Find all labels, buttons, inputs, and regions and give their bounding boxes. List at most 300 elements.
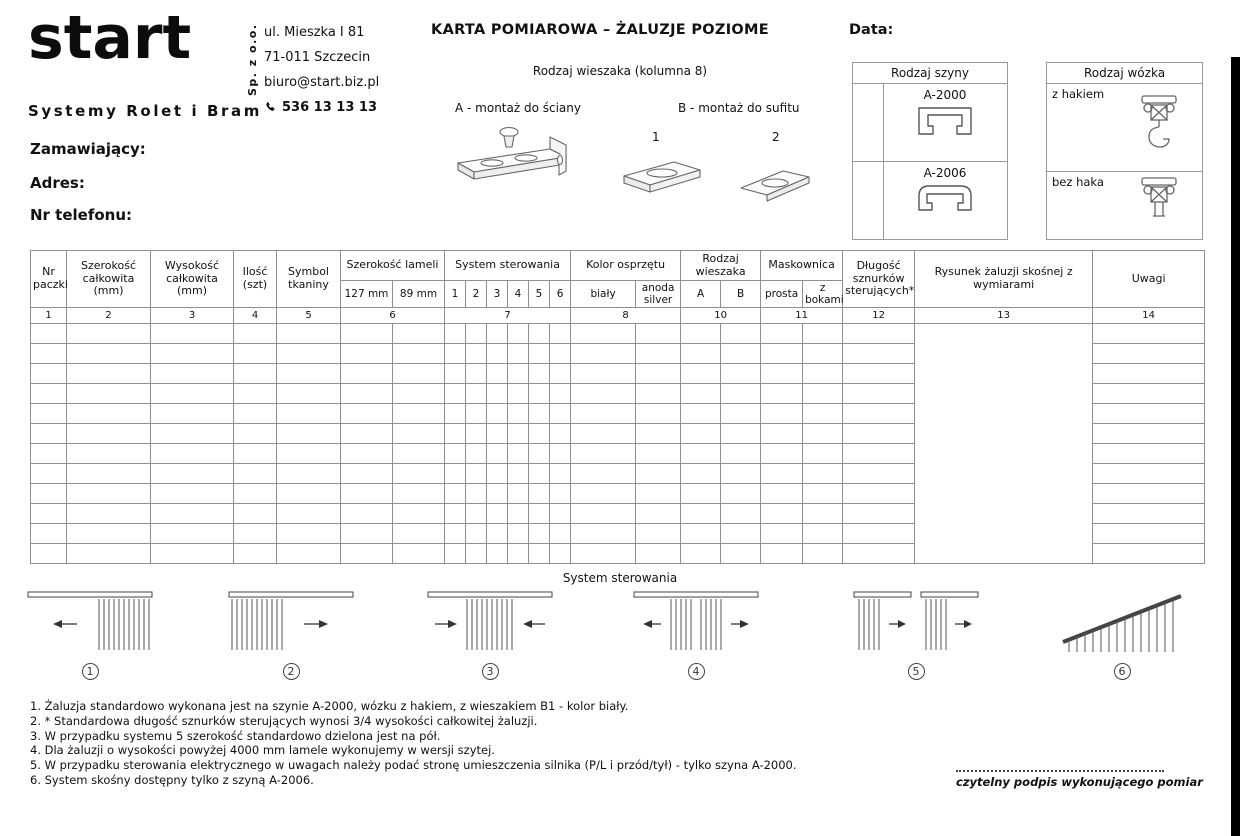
remarks-cell[interactable]	[1093, 344, 1205, 364]
page-title: KARTA POMIAROWA – ŻALUZJE POZIOME	[431, 22, 769, 38]
signature-caption: czytelny podpis wykonującego pomiar	[956, 775, 1203, 789]
measure-cell[interactable]	[761, 544, 803, 564]
measure-cell[interactable]	[636, 324, 681, 344]
measure-cell[interactable]	[67, 384, 151, 404]
measure-cell[interactable]	[67, 444, 151, 464]
measure-cell[interactable]	[277, 344, 341, 364]
rail-type-box	[852, 62, 1008, 240]
measure-cell[interactable]	[721, 364, 761, 384]
measure-cell[interactable]	[445, 524, 466, 544]
col-header-package-no: Nr paczki	[31, 251, 67, 308]
measure-cell[interactable]	[571, 364, 636, 384]
measure-cell[interactable]	[466, 324, 487, 344]
measure-cell[interactable]	[761, 524, 803, 544]
measure-cell[interactable]	[761, 364, 803, 384]
measure-cell[interactable]	[721, 384, 761, 404]
measure-cell[interactable]	[843, 364, 915, 384]
measure-cell[interactable]	[550, 524, 571, 544]
remarks-cell[interactable]	[1093, 444, 1205, 464]
measure-cell[interactable]	[803, 324, 843, 344]
measure-cell[interactable]	[341, 364, 393, 384]
measure-cell[interactable]	[529, 504, 550, 524]
rail-option-a2006[interactable]	[853, 162, 1007, 240]
measure-cell[interactable]	[571, 544, 636, 564]
measure-cell[interactable]	[234, 344, 277, 364]
measure-cell[interactable]	[803, 524, 843, 544]
measure-cell[interactable]	[843, 504, 915, 524]
measure-cell[interactable]	[393, 324, 445, 344]
measure-cell[interactable]	[341, 424, 393, 444]
logo-suffix: Sp. z o.o.	[246, 23, 259, 96]
measure-cell[interactable]	[550, 504, 571, 524]
control-system-5	[851, 588, 981, 680]
measure-cell[interactable]	[341, 404, 393, 424]
measure-cell[interactable]	[151, 444, 234, 464]
measure-cell[interactable]	[393, 484, 445, 504]
footnotes	[30, 699, 797, 788]
address-label: Adres:	[30, 174, 85, 192]
measure-cell[interactable]	[277, 484, 341, 504]
measure-cell[interactable]	[445, 504, 466, 524]
measure-cell[interactable]	[487, 464, 508, 484]
measure-cell[interactable]	[721, 344, 761, 364]
measure-cell[interactable]	[636, 344, 681, 364]
measure-cell[interactable]	[571, 404, 636, 424]
measure-cell[interactable]	[31, 424, 67, 444]
measure-cell[interactable]	[529, 384, 550, 404]
measure-cell[interactable]	[843, 344, 915, 364]
col-header-cord-length: Długość sznurków sterujących*	[843, 251, 915, 308]
measure-cell[interactable]	[529, 404, 550, 424]
measure-cell[interactable]	[277, 384, 341, 404]
measure-cell[interactable]	[445, 324, 466, 344]
measure-cell[interactable]	[234, 424, 277, 444]
measure-cell[interactable]	[529, 524, 550, 544]
measure-cell[interactable]	[445, 444, 466, 464]
measure-cell[interactable]	[277, 444, 341, 464]
measure-cell[interactable]	[341, 484, 393, 504]
measure-cell[interactable]	[550, 404, 571, 424]
measure-cell[interactable]	[571, 484, 636, 504]
measure-cell[interactable]	[445, 384, 466, 404]
measure-cell[interactable]	[571, 464, 636, 484]
measure-cell[interactable]	[721, 504, 761, 524]
hanger-section-heading: Rodzaj wieszaka (kolumna 8)	[532, 64, 708, 78]
measure-cell[interactable]	[681, 524, 721, 544]
measure-cell[interactable]	[67, 524, 151, 544]
measure-cell[interactable]	[277, 544, 341, 564]
measure-cell[interactable]	[393, 364, 445, 384]
col-number: 3	[151, 308, 234, 324]
company-email: biuro@start.biz.pl	[264, 75, 380, 90]
measure-cell[interactable]	[681, 484, 721, 504]
remarks-cell[interactable]	[1093, 384, 1205, 404]
col-header-slat-width: Szerokość lameli	[341, 251, 445, 281]
measure-cell[interactable]	[67, 344, 151, 364]
remarks-cell[interactable]	[1093, 544, 1205, 564]
control-system-1-diagram	[25, 588, 155, 658]
wall-mount-bracket-drawing	[448, 116, 588, 216]
measure-cell[interactable]	[550, 324, 571, 344]
measure-cell[interactable]	[761, 444, 803, 464]
measure-cell[interactable]	[393, 524, 445, 544]
measure-cell[interactable]	[31, 484, 67, 504]
control-systems-title: System sterowania	[562, 571, 678, 585]
measure-cell[interactable]	[681, 464, 721, 484]
measure-cell[interactable]	[466, 444, 487, 464]
measure-cell[interactable]	[721, 464, 761, 484]
measure-cell[interactable]	[843, 324, 915, 344]
measure-cell[interactable]	[487, 344, 508, 364]
remarks-cell[interactable]	[1093, 424, 1205, 444]
measure-cell[interactable]	[277, 524, 341, 544]
measure-cell[interactable]	[67, 504, 151, 524]
remarks-cell[interactable]	[1093, 324, 1205, 344]
measure-cell[interactable]	[761, 384, 803, 404]
measure-cell[interactable]	[487, 424, 508, 444]
measure-cell[interactable]	[466, 364, 487, 384]
measure-cell[interactable]	[550, 444, 571, 464]
measure-cell[interactable]	[393, 464, 445, 484]
measure-cell[interactable]	[31, 364, 67, 384]
measure-cell[interactable]	[529, 344, 550, 364]
measure-cell[interactable]	[151, 544, 234, 564]
measure-cell[interactable]	[487, 404, 508, 424]
measure-cell[interactable]	[529, 444, 550, 464]
measure-cell[interactable]	[550, 484, 571, 504]
measure-cell[interactable]	[761, 344, 803, 364]
measure-cell[interactable]	[721, 324, 761, 344]
measure-cell[interactable]	[508, 464, 529, 484]
measure-cell[interactable]	[636, 364, 681, 384]
phone-label: Nr telefonu:	[30, 206, 133, 224]
remarks-cell[interactable]	[1093, 464, 1205, 484]
measure-cell[interactable]	[721, 424, 761, 444]
measure-cell[interactable]	[636, 504, 681, 524]
measure-cell[interactable]	[487, 484, 508, 504]
measure-cell[interactable]	[681, 324, 721, 344]
measure-cell[interactable]	[487, 444, 508, 464]
measure-cell[interactable]	[234, 464, 277, 484]
measure-cell[interactable]	[803, 424, 843, 444]
measure-cell[interactable]	[508, 404, 529, 424]
measure-cell[interactable]	[234, 384, 277, 404]
measure-cell[interactable]	[67, 544, 151, 564]
remarks-cell[interactable]	[1093, 524, 1205, 544]
measure-cell[interactable]	[151, 384, 234, 404]
measure-cell[interactable]	[341, 384, 393, 404]
control-system-4	[631, 588, 761, 680]
measure-cell[interactable]	[529, 364, 550, 384]
measure-cell[interactable]	[445, 464, 466, 484]
measure-cell[interactable]	[341, 504, 393, 524]
measure-cell[interactable]	[681, 444, 721, 464]
measure-cell[interactable]	[234, 504, 277, 524]
measure-cell[interactable]	[151, 324, 234, 344]
control-system-6-diagram	[1057, 588, 1187, 658]
col-number: 7	[445, 308, 571, 324]
measure-cell[interactable]	[636, 424, 681, 444]
measure-cell[interactable]	[508, 524, 529, 544]
trolley-with-hook-drawing	[1128, 92, 1190, 154]
measure-cell[interactable]	[151, 504, 234, 524]
measure-cell[interactable]	[341, 464, 393, 484]
measure-cell[interactable]	[445, 544, 466, 564]
measure-cell[interactable]	[487, 544, 508, 564]
measure-cell[interactable]	[843, 484, 915, 504]
remarks-cell[interactable]	[1093, 404, 1205, 424]
measure-cell[interactable]	[234, 524, 277, 544]
measure-cell[interactable]	[529, 464, 550, 484]
control-system-2-number: 2	[283, 663, 300, 680]
trolley-type-box	[1046, 62, 1203, 240]
measure-cell[interactable]	[487, 504, 508, 524]
measure-cell[interactable]	[277, 324, 341, 344]
measure-cell[interactable]	[843, 384, 915, 404]
measure-cell[interactable]	[529, 544, 550, 564]
measure-cell[interactable]	[487, 384, 508, 404]
col-header-sketch: Rysunek żaluzji skośnej z wymiarami	[915, 251, 1093, 308]
address-line-1: ul. Mieszka I 81	[264, 25, 365, 40]
measure-cell[interactable]	[636, 524, 681, 544]
measure-cell[interactable]	[550, 544, 571, 564]
measure-cell[interactable]	[466, 384, 487, 404]
measure-cell[interactable]	[571, 344, 636, 364]
measure-cell[interactable]	[393, 424, 445, 444]
measure-cell[interactable]	[277, 504, 341, 524]
measure-cell[interactable]	[550, 364, 571, 384]
measure-cell[interactable]	[393, 444, 445, 464]
measure-cell[interactable]	[571, 524, 636, 544]
subheader-system-1: 1	[445, 281, 466, 308]
measure-cell[interactable]	[508, 484, 529, 504]
measure-cell[interactable]	[721, 484, 761, 504]
measure-cell[interactable]	[393, 404, 445, 424]
measure-cell[interactable]	[151, 464, 234, 484]
measure-cell[interactable]	[151, 404, 234, 424]
measure-cell[interactable]	[234, 324, 277, 344]
measure-cell[interactable]	[31, 324, 67, 344]
measure-cell[interactable]	[31, 464, 67, 484]
measure-cell[interactable]	[636, 484, 681, 504]
trolley-without-hook-label: bez haka	[1052, 175, 1104, 189]
measure-cell[interactable]	[341, 524, 393, 544]
measure-cell[interactable]	[843, 464, 915, 484]
measure-cell[interactable]	[721, 404, 761, 424]
measure-cell[interactable]	[550, 424, 571, 444]
control-system-6-number: 6	[1114, 663, 1131, 680]
measure-cell[interactable]	[508, 364, 529, 384]
measure-cell[interactable]	[803, 344, 843, 364]
measure-cell[interactable]	[681, 504, 721, 524]
measure-cell[interactable]	[803, 444, 843, 464]
measure-cell[interactable]	[31, 504, 67, 524]
measure-cell[interactable]	[151, 424, 234, 444]
measure-cell[interactable]	[571, 384, 636, 404]
measure-cell[interactable]	[234, 364, 277, 384]
measure-cell[interactable]	[31, 384, 67, 404]
measure-cell[interactable]	[681, 404, 721, 424]
measure-cell[interactable]	[445, 364, 466, 384]
measure-cell[interactable]	[466, 464, 487, 484]
measure-cell[interactable]	[681, 364, 721, 384]
measure-cell[interactable]	[550, 464, 571, 484]
measure-cell[interactable]	[571, 444, 636, 464]
measure-cell[interactable]	[67, 324, 151, 344]
footnote-5: 5. W przypadku sterowania elektrycznego w uwagach należy podać stronę umieszczenia silnika (P/L i przód/tył) - tylko szyna A-2000.	[30, 758, 797, 773]
measure-cell[interactable]	[234, 404, 277, 424]
rail-option-a2000[interactable]	[853, 84, 1007, 162]
measure-cell[interactable]	[761, 324, 803, 344]
remarks-cell[interactable]	[1093, 484, 1205, 504]
measure-cell[interactable]	[393, 344, 445, 364]
measure-cell[interactable]	[843, 444, 915, 464]
measure-cell[interactable]	[277, 364, 341, 384]
measure-cell[interactable]	[445, 404, 466, 424]
measure-cell[interactable]	[445, 344, 466, 364]
measure-cell[interactable]	[681, 544, 721, 564]
measure-cell[interactable]	[636, 384, 681, 404]
measure-cell[interactable]	[341, 324, 393, 344]
measure-cell[interactable]	[636, 544, 681, 564]
measure-cell[interactable]	[550, 384, 571, 404]
measure-cell[interactable]	[487, 524, 508, 544]
measure-cell[interactable]	[466, 424, 487, 444]
measure-cell[interactable]	[508, 384, 529, 404]
measure-cell[interactable]	[67, 464, 151, 484]
measure-cell[interactable]	[341, 544, 393, 564]
measure-cell[interactable]	[803, 544, 843, 564]
measure-cell[interactable]	[681, 424, 721, 444]
measure-cell[interactable]	[721, 524, 761, 544]
hanger-variant-2-label: 2	[772, 130, 780, 144]
trolley-option-with-hook[interactable]	[1047, 84, 1202, 172]
measure-cell[interactable]	[843, 404, 915, 424]
col-header-total-width: Szerokość całkowita (mm)	[67, 251, 151, 308]
measure-cell[interactable]	[466, 484, 487, 504]
remarks-cell[interactable]	[1093, 504, 1205, 524]
measure-cell[interactable]	[466, 504, 487, 524]
measure-cell[interactable]	[393, 544, 445, 564]
measure-cell[interactable]	[151, 484, 234, 504]
trolley-without-hook-drawing	[1128, 174, 1190, 236]
measure-cell[interactable]	[445, 424, 466, 444]
measure-cell[interactable]	[151, 364, 234, 384]
measure-cell[interactable]	[466, 344, 487, 364]
measure-cell[interactable]	[681, 344, 721, 364]
measure-cell[interactable]	[803, 504, 843, 524]
measure-cell[interactable]	[508, 424, 529, 444]
measure-cell[interactable]	[508, 504, 529, 524]
measure-cell[interactable]	[67, 364, 151, 384]
measure-cell[interactable]	[487, 364, 508, 384]
measure-cell[interactable]	[487, 324, 508, 344]
measure-cell[interactable]	[761, 424, 803, 444]
measure-cell[interactable]	[393, 384, 445, 404]
measure-cell[interactable]	[761, 504, 803, 524]
measure-cell[interactable]	[151, 524, 234, 544]
hanger-variant-1-label: 1	[652, 130, 660, 144]
subheader-hanger-a: A	[681, 281, 721, 308]
measure-cell[interactable]	[571, 324, 636, 344]
measure-cell[interactable]	[31, 544, 67, 564]
measure-cell[interactable]	[721, 544, 761, 564]
measure-cell[interactable]	[508, 444, 529, 464]
divider	[883, 84, 884, 161]
measure-cell[interactable]	[31, 404, 67, 424]
measure-cell[interactable]	[67, 404, 151, 424]
address-line-2: 71-011 Szczecin	[264, 50, 371, 65]
measure-cell[interactable]	[636, 444, 681, 464]
measure-cell[interactable]	[508, 544, 529, 564]
measure-cell[interactable]	[803, 404, 843, 424]
measure-cell[interactable]	[466, 404, 487, 424]
measure-cell[interactable]	[550, 344, 571, 364]
measure-cell[interactable]	[529, 424, 550, 444]
measure-cell[interactable]	[393, 504, 445, 524]
col-number: 2	[67, 308, 151, 324]
measure-cell[interactable]	[803, 384, 843, 404]
measure-cell[interactable]	[234, 444, 277, 464]
measure-cell[interactable]	[508, 324, 529, 344]
measure-cell[interactable]	[341, 344, 393, 364]
measure-cell[interactable]	[277, 404, 341, 424]
remarks-cell[interactable]	[1093, 364, 1205, 384]
measure-cell[interactable]	[636, 464, 681, 484]
measure-cell[interactable]	[234, 484, 277, 504]
measure-cell[interactable]	[803, 484, 843, 504]
measure-cell[interactable]	[234, 544, 277, 564]
sketch-cell[interactable]	[915, 324, 1093, 564]
measure-cell[interactable]	[803, 464, 843, 484]
measure-cell[interactable]	[31, 524, 67, 544]
measure-cell[interactable]	[67, 424, 151, 444]
measure-cell[interactable]	[636, 404, 681, 424]
measure-cell[interactable]	[761, 484, 803, 504]
measure-cell[interactable]	[571, 504, 636, 524]
footnote-6: 6. System skośny dostępny tylko z szyną A-2006.	[30, 772, 314, 787]
col-number: 8	[571, 308, 681, 324]
measure-cell[interactable]	[466, 544, 487, 564]
measure-cell[interactable]	[466, 524, 487, 544]
measure-cell[interactable]	[67, 484, 151, 504]
measure-cell[interactable]	[508, 344, 529, 364]
measure-cell[interactable]	[761, 464, 803, 484]
measure-cell[interactable]	[31, 444, 67, 464]
measure-cell[interactable]	[151, 344, 234, 364]
measure-cell[interactable]	[341, 444, 393, 464]
trolley-option-without-hook[interactable]	[1047, 172, 1202, 240]
measure-cell[interactable]	[529, 484, 550, 504]
measure-cell[interactable]	[445, 484, 466, 504]
measure-cell[interactable]	[571, 424, 636, 444]
measure-cell[interactable]	[31, 344, 67, 364]
measure-cell[interactable]	[843, 544, 915, 564]
control-system-3-diagram	[425, 588, 555, 658]
subheader-cover-sides: z bokami	[803, 281, 843, 308]
measure-cell[interactable]	[843, 524, 915, 544]
measure-cell[interactable]	[761, 404, 803, 424]
measure-cell[interactable]	[681, 384, 721, 404]
measure-cell[interactable]	[277, 424, 341, 444]
measure-cell[interactable]	[721, 444, 761, 464]
measure-cell[interactable]	[803, 364, 843, 384]
measure-cell[interactable]	[529, 324, 550, 344]
control-system-3-number: 3	[482, 663, 499, 680]
measure-cell[interactable]	[277, 464, 341, 484]
measure-cell[interactable]	[843, 424, 915, 444]
signature-line[interactable]	[956, 770, 1164, 772]
